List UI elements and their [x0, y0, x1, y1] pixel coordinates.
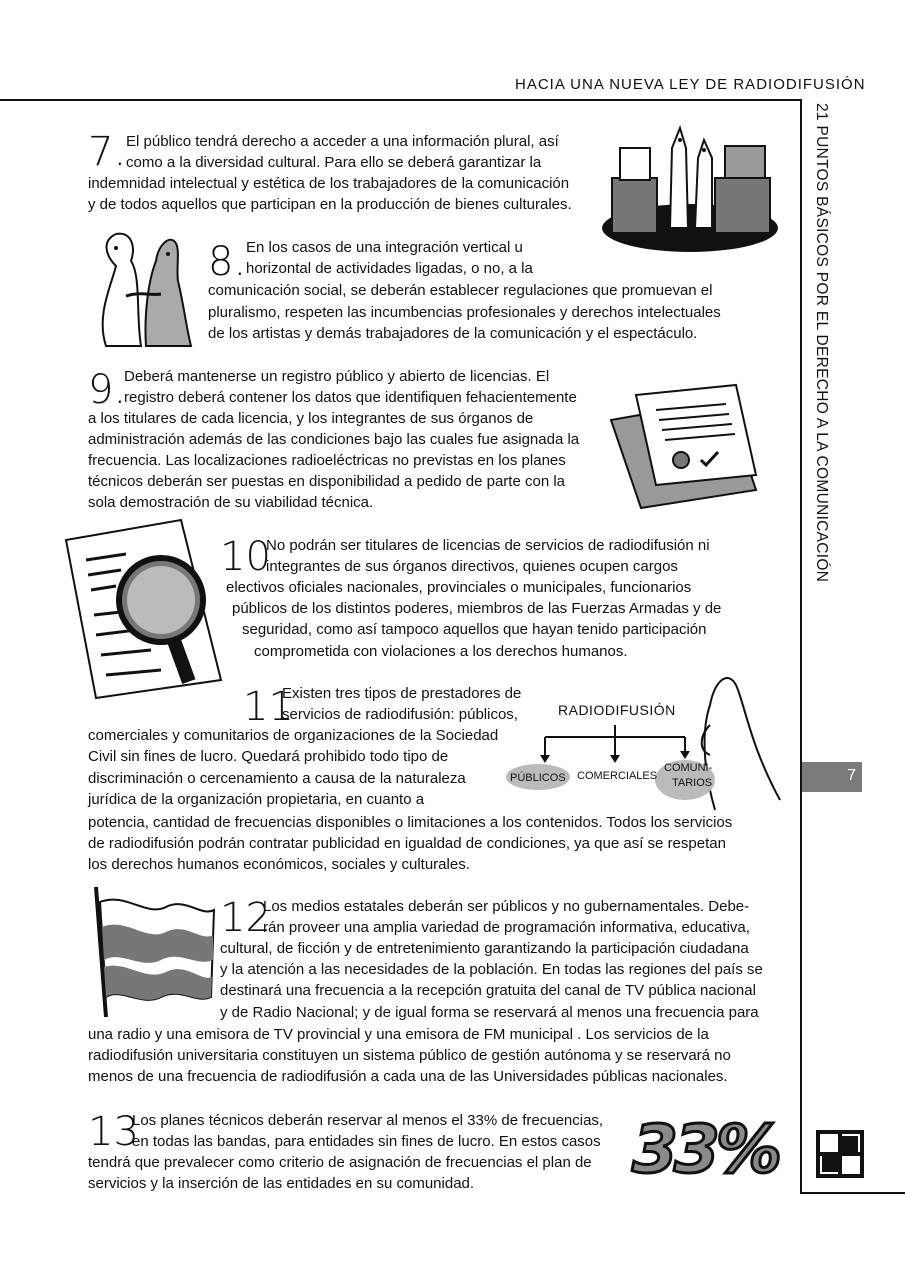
point-9-line: frecuencia. Las localizaciones radioeléctricas no previstas en los planes [88, 452, 566, 469]
point-11-line: de radiodifusión podrán contratar publicidad en igualdad de condiciones, ya que así se respetan [88, 835, 726, 852]
point-13-line: Los planes técnicos deberán reservar al menos el 33% de frecuencias, [132, 1112, 604, 1129]
point-8-number: 8. [208, 239, 247, 285]
point-7-line: como a la diversidad cultural. Para ello se deberá garantizar la [126, 154, 542, 171]
point-13-line: servicios y la inserción de las entidades en su comunidad. [88, 1175, 475, 1192]
point-12-line: rán proveer una amplia variedad de programación informativa, educativa, [263, 919, 750, 936]
diagram-publicos-label: PÚBLICOS [510, 772, 566, 784]
section-vertical-title: 21 PUNTOS BÁSICOS POR EL DERECHO A LA COMUNICACIÓN [813, 103, 830, 583]
point-11-line: comerciales y comunitarios de organizaciones de la Sociedad [88, 727, 499, 744]
point-12-line: y la atención a las necesidades de la población. En todas las regiones del país se [220, 961, 763, 978]
point-12-line: Los medios estatales deberán ser públicos y no gubernamentales. Debe- [263, 898, 750, 915]
point-11-line: servicios de radiodifusión: públicos, [282, 706, 518, 723]
point-7-line: El público tendrá derecho a acceder a una información plural, así [126, 133, 559, 150]
point-12-line: destinará una frecuencia a la recepción gratuita del canal de TV pública nacional [220, 982, 756, 999]
header-rule [0, 99, 800, 101]
point-9-line: registro deberá contener los datos que identifiquen fehacientemente [124, 389, 577, 406]
point-11-line: Civil sin fines de lucro. Quedará prohibido todo tipo de [88, 748, 449, 765]
percentage-badge [632, 1108, 782, 1192]
point-11-line: jurídica de la organización propietaria, en cuanto a [88, 791, 425, 808]
point-9-line: Deberá mantenerse un registro público y abierto de licencias. El [124, 368, 550, 385]
point-9-number: 9. [88, 367, 127, 413]
point-7-line: y de todos aquellos que participan en la producción de bienes culturales. [88, 196, 572, 213]
workers-at-desks-illustration [600, 118, 780, 253]
point-9-line: administración además de las condiciones bajo las cuales fue asignada la [88, 431, 580, 448]
point-8-line: horizontal de actividades ligadas, o no, a la [246, 260, 533, 277]
point-10-line: No podrán ser titulares de licencias de servicios de radiodifusión ni [266, 537, 710, 554]
point-11-line: los derechos humanos económicos, sociales y culturales. [88, 856, 470, 873]
point-13-line: tendrá que prevalecer como criterio de asignación de frecuencias el plan de [88, 1154, 592, 1171]
point-10-line: públicos de los distintos poderes, miembros de las Fuerzas Armadas y de [232, 600, 722, 617]
footer-rule [800, 1192, 905, 1194]
point-12-line: menos de una frecuencia de radiodifusión a cada una de las Universidades públicas nacionales. [88, 1068, 728, 1085]
sidebar-rule [800, 99, 802, 1194]
point-10-line: electivos oficiales nacionales, provinciales o municipales, funcionarios [226, 579, 692, 596]
point-10-number: 10 [220, 534, 271, 580]
point-11-line: discriminación o cercenamiento a causa de la naturaleza [88, 770, 466, 787]
point-9-line: técnicos deberán ser puestas en disponibilidad a pedido de parte con la [88, 473, 565, 490]
point-11-line: potencia, cantidad de frecuencias disponibles o limitaciones a los contenidos. Todos los servicios [88, 814, 733, 831]
point-13-number: 13 [88, 1109, 139, 1155]
point-12-line: y de Radio Nacional; y de igual forma se reservará al menos una frecuencia para [220, 1004, 759, 1021]
point-9-line: a los titulares de cada licencia, y los integrantes de sus órganos de [88, 410, 534, 427]
point-13-line: en todas las bandas, para entidades sin fines de lucro. En estos casos [132, 1133, 601, 1150]
point-8-line: En los casos de una integración vertical u [246, 239, 523, 256]
point-8-line: pluralismo, respeten las incumbencias profesionales y derechos intelectuales [208, 304, 721, 321]
page-number-tab [802, 762, 862, 792]
point-11-number: 11 [243, 684, 294, 730]
diagram-title: RADIODIFUSIÓN [558, 702, 676, 718]
flag-illustration [86, 882, 216, 1022]
magnifying-glass-illustration [66, 520, 226, 700]
point-10-line: seguridad, como así tampoco aquellos que hayan tenido participación [242, 621, 707, 638]
publisher-logo-icon [816, 1130, 864, 1178]
page-header-title: HACIA UNA NUEVA LEY DE RADIODIFUSIÓN [515, 76, 866, 93]
point-8-line: de los artistas y demás trabajadores de la comunicación y el espectáculo. [208, 325, 698, 342]
point-7-line: indemnidad intelectual y estética de los trabajadores de la comunicación [88, 175, 570, 192]
point-12-number: 12 [220, 895, 271, 941]
point-12-line: una radio y una emisora de TV provincial y una emisora de FM municipal . Los servicios de la [88, 1026, 709, 1043]
point-12-line: cultural, de ficción y de entretenimiento garantizando la participación ciudadana [220, 940, 749, 957]
page-number: 7 [847, 767, 856, 784]
point-11-line: Existen tres tipos de prestadores de [282, 685, 522, 702]
point-7-number: 7. [88, 129, 127, 175]
point-9-line: sola demostración de su viabilidad técnica. [88, 494, 374, 511]
diagram-comunitarios-label: TARIOS [672, 777, 713, 789]
point-8-line: comunicación social, se deberán establecer regulaciones que promuevan el [208, 282, 713, 299]
signed-documents-illustration [606, 380, 786, 510]
point-12-line: radiodifusión universitaria constituyen un sistema público de gestión autónoma y se reservará no [88, 1047, 731, 1064]
diagram-comerciales-label: COMERCIALES [577, 770, 658, 782]
diagram-comunitarios-label: COMUNI- [664, 762, 713, 774]
percentage-badge-text: 33% [632, 1111, 778, 1188]
point-10-line: comprometida con violaciones a los derechos humanos. [254, 643, 628, 660]
point-10-line: integrantes de sus órganos directivos, quienes ocupen cargos [266, 558, 678, 575]
handshake-illustration [86, 226, 196, 351]
